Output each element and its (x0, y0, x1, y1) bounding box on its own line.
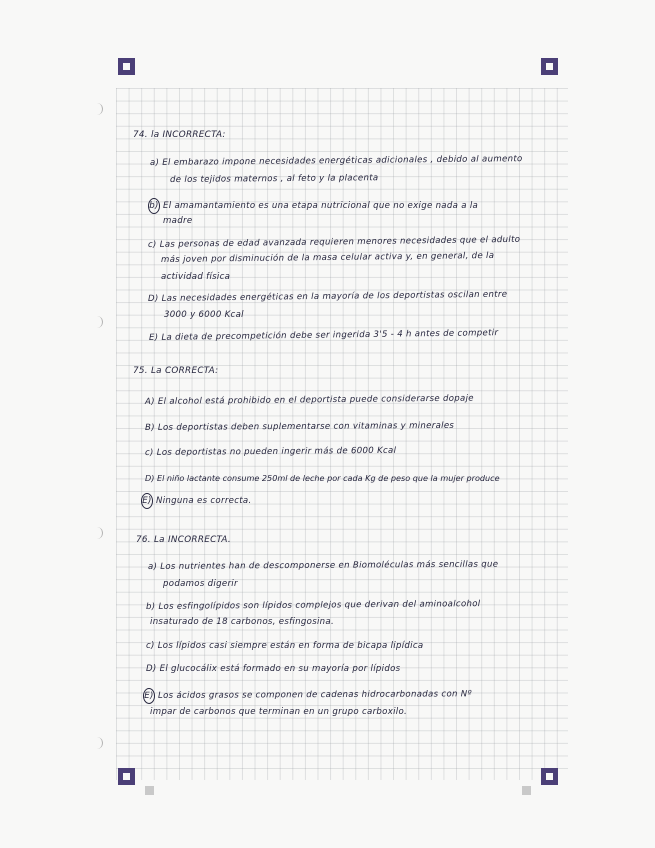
q76-option-e-text: Los ácidos grasos se componen de cadenas hidrocarbonadas con Nº (157, 689, 472, 701)
paper-margin-right (568, 0, 655, 848)
question-75-header: 75. La CORRECTA: (133, 366, 219, 376)
q76-option-e-line2: impar de carbonos que terminan en un grupo carboxilo. (150, 707, 408, 717)
q74-option-d-line2: 3000 y 6000 Kcal (164, 310, 244, 320)
q76-option-b-line1: b) Los esfingolípidos son lípidos complejos que derivan del aminoalcohol (145, 599, 481, 612)
q75-option-d: D) El niño lactante consume 250ml de leche por cada Kg de peso que la mujer produce (145, 473, 500, 483)
q74-option-a-line2: de los tejidos maternos , al feto y la placenta (169, 173, 379, 185)
q75-option-c: c) Los deportistas no pueden ingerir más de 6000 Kcal (144, 445, 397, 458)
q76-option-a-line2: podamos digerir (163, 579, 238, 589)
paper-margin-left (0, 0, 116, 848)
answer-circle-icon: E) (141, 493, 153, 509)
q76-option-c: c) Los lípidos casi siempre están en forma de bicapa lipídica (146, 641, 424, 651)
q74-option-b-text: El amamantamiento es una etapa nutricional que no exige nada a la (163, 201, 479, 211)
question-76-header: 76. La INCORRECTA. (136, 535, 231, 545)
q76-option-e-line1 (143, 686, 472, 704)
q74-option-b-line2: madre (163, 216, 193, 226)
corner-marker-icon (118, 58, 135, 75)
q75-option-e (141, 493, 252, 509)
q74-option-b-line1 (148, 198, 478, 214)
q76-option-d: D) El glucocálix está formado en su mayoría por lípidos (146, 664, 401, 674)
corner-marker-icon (541, 58, 558, 75)
scan-square-icon (522, 786, 531, 795)
q76-option-a-line1: a) Los nutrientes han de descomponerse en Biomoléculas más sencillas que (147, 559, 499, 572)
q74-option-d-line1: D) Las necesidades energéticas en la mayoría de los deportistas oscilan entre (147, 289, 508, 304)
q74-option-c-line1: c) Las personas de edad avanzada requieren menores necesidades que el adulto (147, 234, 521, 250)
q74-option-a-line1: a) El embarazo impone necesidades energéticas adicionales , debido al aumento (149, 154, 523, 168)
q74-option-c-line2: más joven por disminución de la masa celular activa y, en general, de la (160, 250, 495, 265)
q75-option-b: B) Los deportistas deben suplementarse con vitaminas y minerales (144, 420, 455, 433)
q74-option-c-line3: actividad física (161, 272, 231, 282)
q76-option-b-line2: insaturado de 18 carbonos, esfingosina. (150, 617, 335, 627)
scan-square-icon (145, 786, 154, 795)
question-74-header: 74. la INCORRECTA: (133, 130, 226, 140)
q75-option-a: A) El alcohol está prohibido en el deportista puede considerarse dopaje (144, 393, 474, 407)
answer-circle-icon: b) (148, 198, 160, 214)
q74-option-e: E) La dieta de precompetición debe ser ingerida 3'5 - 4 h antes de competir (148, 328, 499, 343)
corner-marker-icon (541, 768, 558, 785)
q75-option-e-text: Ninguna es correcta. (156, 496, 252, 506)
answer-circle-icon: E) (143, 688, 155, 704)
corner-marker-icon (118, 768, 135, 785)
